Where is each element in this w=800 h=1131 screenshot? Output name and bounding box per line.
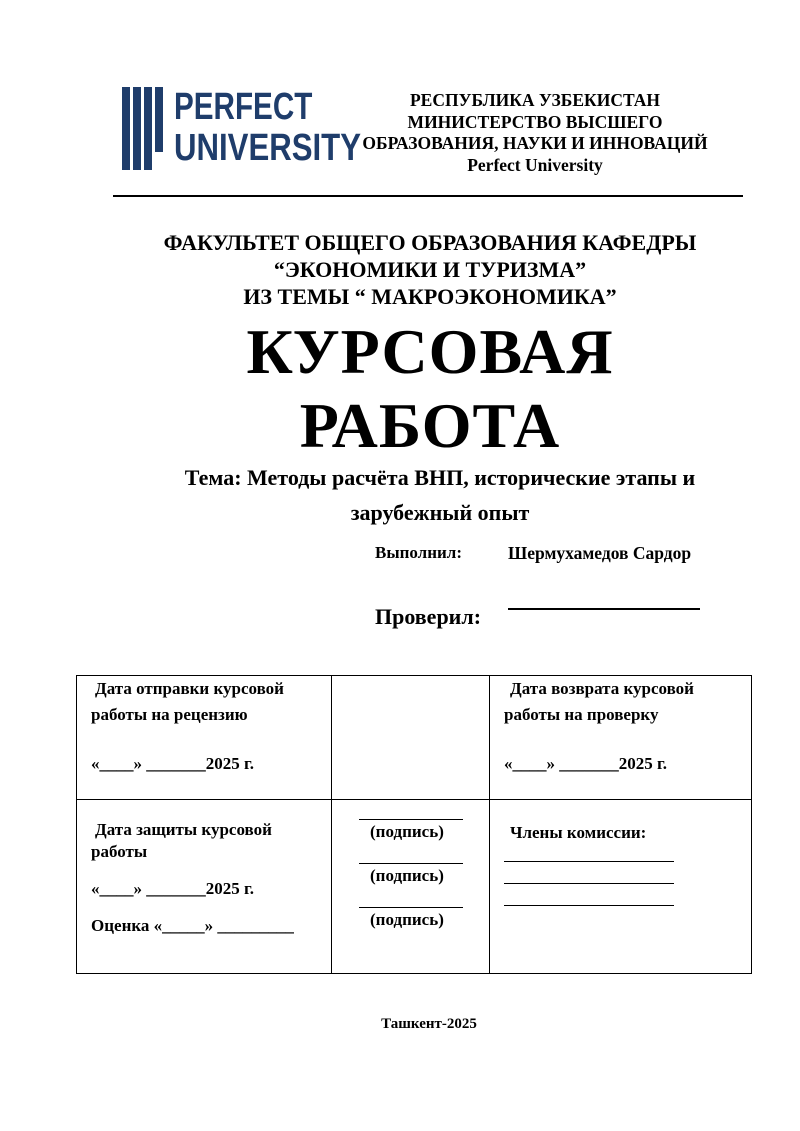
header-line-3: ОБРАЗОВАНИЯ, НАУКИ И ИННОВАЦИЙ [362,133,708,153]
send-line-2: работы на рецензию [91,705,248,724]
defense-line-2: работы [91,842,148,861]
return-line-1: Дата возврата курсовой [510,679,694,698]
performer-label: Выполнил: [375,543,463,562]
header-line-1: РЕСПУБЛИКА УЗБЕКИСТАН [409,90,661,110]
logo-line-1: PERFECT [174,86,313,128]
logo-line-2: UNIVERSITY [174,127,361,169]
topic-line-1: Тема: Методы расчёта ВНП, исторические этапы и [184,465,696,490]
defense-date: «____» _______2025 г. [91,879,255,898]
document-title [0,315,800,463]
cell-commission [490,800,752,974]
cell-return-date [490,676,752,800]
faculty-line-1: ФАКУЛЬТЕТ ОБЩЕГО ОБРАЗОВАНИЯ КАФЕДРЫ [163,230,697,255]
review-table [76,675,752,974]
faculty-line-2: “ЭКОНОМИКИ И ТУРИЗМА” [273,257,587,282]
commission-label: Члены комиссии: [510,823,647,842]
signature-line-2 [359,863,463,864]
commission-member-line-3 [504,905,674,906]
title-line-2: РАБОТА [299,390,561,461]
university-logo [122,86,361,170]
header-line-2: МИНИСТЕРСТВО ВЫСШЕГО [407,111,663,132]
performer-name: Шермухамедов Сардор [508,543,692,563]
header-line-4: Perfect University [467,154,603,175]
logo-bars-icon [122,87,164,170]
signature-label-1: (подпись) [370,822,444,841]
city-year: Ташкент-2025 [381,1016,477,1032]
commission-member-line-2 [504,883,674,884]
cell-send-date [77,676,332,800]
commission-member-line-1 [504,861,674,862]
send-line-1: Дата отправки курсовой [95,679,284,698]
return-line-2: работы на проверку [504,705,659,724]
defense-line-1: Дата защиты курсовой [95,820,272,839]
checker-signature-line [508,608,700,610]
signature-line-3 [359,907,463,908]
signature-line-1 [359,819,463,820]
signature-label-3: (подпись) [370,910,444,929]
signature-label-2: (подпись) [370,866,444,885]
cell-signatures [332,800,490,974]
topic-block [120,460,760,530]
cell-defense [77,800,332,974]
cell-empty-top [332,676,490,800]
checker-label: Проверил: [375,604,482,629]
faculty-line-3: ИЗ ТЕМЫ “ МАКРОЭКОНОМИКА” [243,284,617,309]
grade-field: Оценка «_____» _________ [91,916,294,935]
faculty-block [60,229,800,310]
return-date: «____» _______2025 г. [504,754,668,773]
send-date: «____» _______2025 г. [91,754,255,773]
title-line-1: КУРСОВАЯ [246,316,614,387]
topic-line-2: зарубежный опыт [350,500,530,525]
institution-header [330,90,740,176]
header-divider [113,195,743,197]
